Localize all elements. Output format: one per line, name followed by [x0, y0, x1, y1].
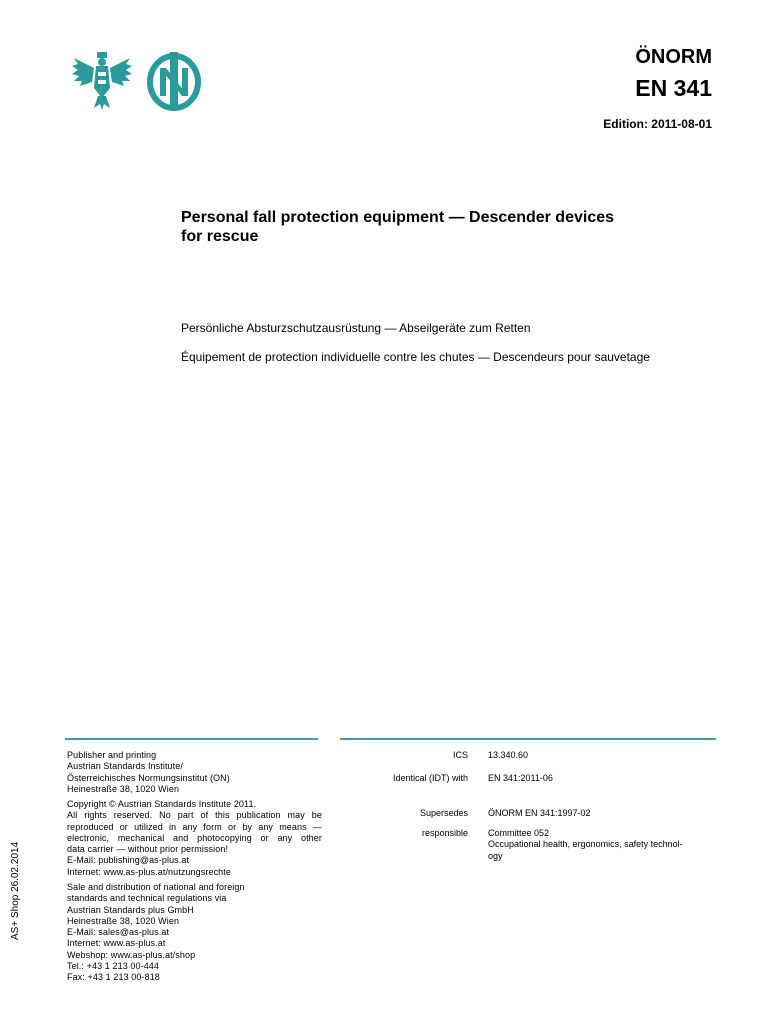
austrian-eagle-logo [70, 48, 134, 112]
sales-line: Sale and distribution of national and foreign [67, 882, 245, 892]
responsible-label: responsible [421, 828, 468, 838]
sales-line: Heinestraße 38, 1020 Wien [67, 915, 180, 926]
footer-divider-left [65, 738, 318, 740]
publishing-email: E-Mail: publishing@as-plus.at [67, 855, 190, 866]
document-title-french: Équipement de protection individuelle contre les chutes — Descendeurs pour sauvetage [181, 350, 650, 364]
standard-number: EN 341 [635, 75, 712, 101]
sales-block [67, 882, 322, 984]
copyright-line: data carrier — without prior permission! [67, 844, 229, 855]
document-title-german: Persönliche Absturzschutzausrüstung — Abseilgeräte zum Retten [181, 321, 531, 335]
responsible-value [488, 828, 716, 862]
sales-line: Austrian Standards plus GmbH [67, 904, 194, 915]
publisher-line: Österreichisches Normungsinstitut (ON) [67, 772, 230, 783]
ics-value: 13.340.60 [488, 750, 529, 760]
copyright-line: electronic, mechanical and photocopying or any other [67, 832, 322, 843]
identical-label: Identical (IDT) with [392, 773, 468, 783]
copyright-line: Copyright © Austrian Standards Institute 2011. [67, 799, 257, 809]
ics-label: ICS [452, 750, 468, 760]
phone-number: Tel.: +43 1 213 00-444 [67, 961, 160, 972]
sales-email: E-Mail: sales@as-plus.at [67, 927, 170, 938]
committee-name-cont: ogy [488, 850, 503, 861]
webshop-url: Webshop: www.as-plus.at/shop [67, 949, 196, 960]
copyright-line: reproduced or utilized in any form or by any means — [67, 821, 322, 832]
copyright-block [67, 799, 322, 878]
on-institute-logo [146, 48, 202, 112]
shop-stamp: AS+ Shop 26.02.2014 [10, 841, 21, 940]
document-title-english: Personal fall protection equipment — Descender devices for rescue [181, 209, 615, 245]
publisher-line: Heinestraße 38, 1020 Wien [67, 783, 180, 794]
usage-rights-url: Internet: www.as-plus.at/nutzungsrechte [67, 866, 231, 877]
publisher-line: Austrian Standards Institute/ [67, 761, 183, 772]
fax-number: Fax: +43 1 213 00-818 [67, 972, 160, 983]
edition-date: Edition: 2011-08-01 [603, 117, 712, 131]
publisher-line: Publisher and printing [67, 750, 157, 760]
sales-internet: Internet: www.as-plus.at [67, 938, 166, 949]
publisher-block [67, 750, 322, 795]
copyright-line: All rights reserved. No part of this publication may be [67, 810, 322, 821]
committee-name: Occupational health, ergonomics, safety technol- [488, 839, 683, 850]
standard-label: ÖNORM [635, 46, 712, 68]
footer-divider-right [340, 738, 716, 740]
supersedes-value: ÖNORM EN 341:1997-02 [488, 808, 591, 818]
committee-number: Committee 052 [488, 828, 550, 838]
supersedes-label: Supersedes [419, 808, 468, 818]
identical-value: EN 341:2011-06 [488, 773, 553, 783]
sales-line: standards and technical regulations via [67, 893, 227, 904]
